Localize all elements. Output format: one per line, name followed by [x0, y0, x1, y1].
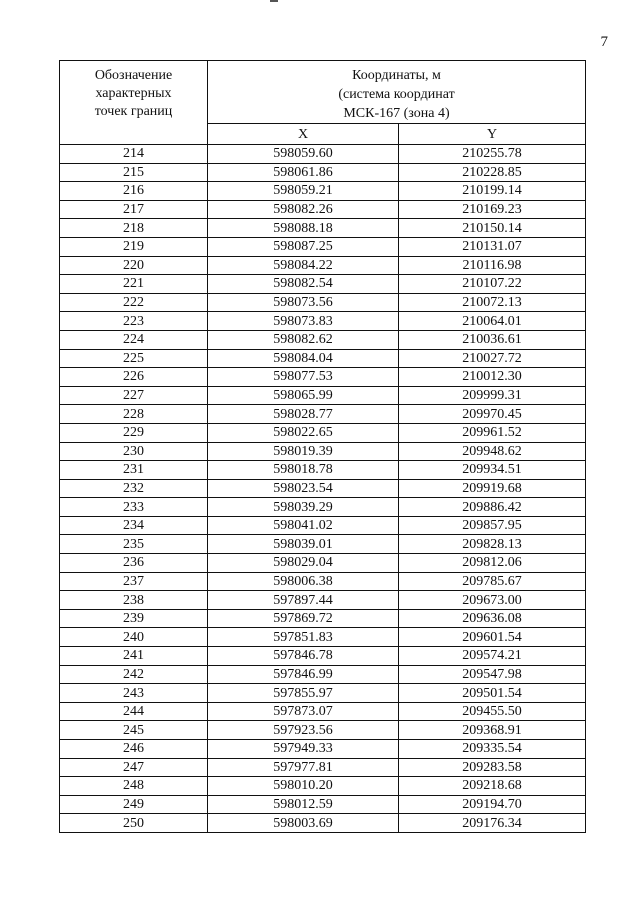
x-coordinate-cell: 598088.18 [208, 219, 399, 238]
point-cell: 235 [60, 535, 208, 554]
x-coordinate-cell: 598029.04 [208, 554, 399, 573]
table-row [60, 535, 586, 554]
y-coordinate-cell: 209961.52 [399, 423, 586, 442]
point-cell: 237 [60, 572, 208, 591]
x-coordinate-cell: 598077.53 [208, 368, 399, 387]
x-coordinate-cell: 598010.20 [208, 777, 399, 796]
table-row [60, 182, 586, 201]
table-row [60, 498, 586, 517]
x-coordinate-cell: 598059.60 [208, 145, 399, 164]
table-row [60, 609, 586, 628]
coordinates-header-line: Координаты, м [352, 67, 441, 83]
x-coordinate-cell: 598012.59 [208, 795, 399, 814]
y-coordinate-cell: 210036.61 [399, 330, 586, 349]
x-coordinate-cell: 598041.02 [208, 516, 399, 535]
point-cell: 216 [60, 182, 208, 201]
y-coordinate-cell: 209785.67 [399, 572, 586, 591]
table-row [60, 591, 586, 610]
page-number: 7 [600, 34, 608, 50]
x-coordinate-cell: 598039.01 [208, 535, 399, 554]
table-row [60, 349, 586, 368]
point-cell: 228 [60, 405, 208, 424]
y-coordinate-cell: 209857.95 [399, 516, 586, 535]
x-coordinate-cell: 598019.39 [208, 442, 399, 461]
y-coordinate-cell: 210199.14 [399, 182, 586, 201]
x-coordinate-cell: 597855.97 [208, 684, 399, 703]
table-header-row [60, 61, 586, 124]
table-row [60, 330, 586, 349]
point-cell: 225 [60, 349, 208, 368]
table-row [60, 795, 586, 814]
point-cell: 219 [60, 237, 208, 256]
table-row [60, 312, 586, 331]
table-row [60, 721, 586, 740]
x-coordinate-cell: 597873.07 [208, 702, 399, 721]
y-coordinate-cell: 210072.13 [399, 293, 586, 312]
table-row [60, 200, 586, 219]
table-row [60, 405, 586, 424]
table-row [60, 423, 586, 442]
y-column-header: Y [399, 124, 586, 145]
y-coordinate-cell: 209812.06 [399, 554, 586, 573]
table-row [60, 647, 586, 666]
x-coordinate-cell: 597869.72 [208, 609, 399, 628]
y-coordinate-cell: 209455.50 [399, 702, 586, 721]
coordinates-column-header [208, 61, 586, 124]
y-coordinate-cell: 209194.70 [399, 795, 586, 814]
y-coordinate-cell: 209948.62 [399, 442, 586, 461]
x-coordinate-cell: 598003.69 [208, 814, 399, 833]
point-cell: 223 [60, 312, 208, 331]
point-header-line: Обозначение [94, 68, 173, 83]
table-row [60, 442, 586, 461]
x-coordinate-cell: 598028.77 [208, 405, 399, 424]
x-coordinate-cell: 597846.78 [208, 647, 399, 666]
table-row [60, 684, 586, 703]
table-row [60, 145, 586, 164]
x-coordinate-cell: 598059.21 [208, 182, 399, 201]
coordinates-table [59, 60, 586, 833]
y-coordinate-cell: 209636.08 [399, 609, 586, 628]
x-coordinate-cell: 597923.56 [208, 721, 399, 740]
point-header-line: точек границ [94, 104, 173, 119]
point-column-header [60, 61, 208, 145]
y-coordinate-cell: 209547.98 [399, 665, 586, 684]
table-row [60, 777, 586, 796]
x-coordinate-cell: 598082.62 [208, 330, 399, 349]
point-cell: 244 [60, 702, 208, 721]
y-coordinate-cell: 209501.54 [399, 684, 586, 703]
table-row [60, 516, 586, 535]
point-cell: 218 [60, 219, 208, 238]
x-coordinate-cell: 598023.54 [208, 479, 399, 498]
table-row [60, 461, 586, 480]
x-coordinate-cell: 597949.33 [208, 740, 399, 759]
y-coordinate-cell: 209283.58 [399, 758, 586, 777]
x-coordinate-cell: 598022.65 [208, 423, 399, 442]
x-coordinate-cell: 597846.99 [208, 665, 399, 684]
table-row [60, 554, 586, 573]
y-coordinate-cell: 209999.31 [399, 386, 586, 405]
table-row [60, 293, 586, 312]
point-cell: 224 [60, 330, 208, 349]
y-coordinate-cell: 210228.85 [399, 163, 586, 182]
point-cell: 238 [60, 591, 208, 610]
y-coordinate-cell: 209368.91 [399, 721, 586, 740]
point-cell: 242 [60, 665, 208, 684]
table-row [60, 740, 586, 759]
x-coordinate-cell: 598082.54 [208, 275, 399, 294]
scan-mark [270, 0, 278, 2]
y-coordinate-cell: 210169.23 [399, 200, 586, 219]
table-row [60, 665, 586, 684]
y-coordinate-cell: 209601.54 [399, 628, 586, 647]
y-coordinate-cell: 209886.42 [399, 498, 586, 517]
y-coordinate-cell: 210012.30 [399, 368, 586, 387]
point-cell: 249 [60, 795, 208, 814]
coordinates-header-line: МСК-167 (зона 4) [343, 105, 450, 121]
point-cell: 248 [60, 777, 208, 796]
y-coordinate-cell: 210064.01 [399, 312, 586, 331]
table-row [60, 814, 586, 833]
y-coordinate-cell: 209919.68 [399, 479, 586, 498]
table-body [60, 145, 586, 833]
y-coordinate-cell: 209828.13 [399, 535, 586, 554]
y-coordinate-cell: 209574.21 [399, 647, 586, 666]
x-coordinate-cell: 598039.29 [208, 498, 399, 517]
table-row [60, 572, 586, 591]
x-coordinate-cell: 598087.25 [208, 237, 399, 256]
y-coordinate-cell: 209934.51 [399, 461, 586, 480]
point-header-line: характерных [95, 86, 172, 101]
y-coordinate-cell: 210027.72 [399, 349, 586, 368]
point-cell: 217 [60, 200, 208, 219]
y-coordinate-cell: 210131.07 [399, 237, 586, 256]
table-row [60, 702, 586, 721]
point-cell: 226 [60, 368, 208, 387]
coordinates-header-line: (система координат [338, 86, 455, 102]
point-cell: 245 [60, 721, 208, 740]
point-cell: 215 [60, 163, 208, 182]
x-coordinate-cell: 598018.78 [208, 461, 399, 480]
point-cell: 240 [60, 628, 208, 647]
point-cell: 239 [60, 609, 208, 628]
y-coordinate-cell: 209218.68 [399, 777, 586, 796]
point-cell: 229 [60, 423, 208, 442]
x-coordinate-cell: 597851.83 [208, 628, 399, 647]
table-row [60, 368, 586, 387]
point-cell: 230 [60, 442, 208, 461]
point-cell: 227 [60, 386, 208, 405]
point-cell: 233 [60, 498, 208, 517]
y-coordinate-cell: 210255.78 [399, 145, 586, 164]
x-column-header: X [208, 124, 399, 145]
point-cell: 214 [60, 145, 208, 164]
x-coordinate-cell: 598082.26 [208, 200, 399, 219]
table-row [60, 219, 586, 238]
table-row [60, 758, 586, 777]
point-cell: 232 [60, 479, 208, 498]
point-cell: 243 [60, 684, 208, 703]
x-coordinate-cell: 598084.04 [208, 349, 399, 368]
point-cell: 222 [60, 293, 208, 312]
point-cell: 231 [60, 461, 208, 480]
y-coordinate-cell: 209335.54 [399, 740, 586, 759]
x-coordinate-cell: 598073.83 [208, 312, 399, 331]
point-cell: 234 [60, 516, 208, 535]
x-coordinate-cell: 597977.81 [208, 758, 399, 777]
x-coordinate-cell: 598061.86 [208, 163, 399, 182]
point-cell: 246 [60, 740, 208, 759]
point-cell: 241 [60, 647, 208, 666]
point-cell: 247 [60, 758, 208, 777]
table-row [60, 256, 586, 275]
table-row [60, 386, 586, 405]
point-cell: 221 [60, 275, 208, 294]
x-coordinate-cell: 598006.38 [208, 572, 399, 591]
y-coordinate-cell: 209673.00 [399, 591, 586, 610]
x-coordinate-cell: 598084.22 [208, 256, 399, 275]
table-row [60, 163, 586, 182]
y-coordinate-cell: 210116.98 [399, 256, 586, 275]
y-coordinate-cell: 210150.14 [399, 219, 586, 238]
table-row [60, 479, 586, 498]
point-cell: 250 [60, 814, 208, 833]
x-coordinate-cell: 598065.99 [208, 386, 399, 405]
y-coordinate-cell: 210107.22 [399, 275, 586, 294]
x-coordinate-cell: 598073.56 [208, 293, 399, 312]
y-coordinate-cell: 209176.34 [399, 814, 586, 833]
table-row [60, 275, 586, 294]
point-cell: 236 [60, 554, 208, 573]
point-cell: 220 [60, 256, 208, 275]
y-coordinate-cell: 209970.45 [399, 405, 586, 424]
table-row [60, 628, 586, 647]
x-coordinate-cell: 597897.44 [208, 591, 399, 610]
table-row [60, 237, 586, 256]
